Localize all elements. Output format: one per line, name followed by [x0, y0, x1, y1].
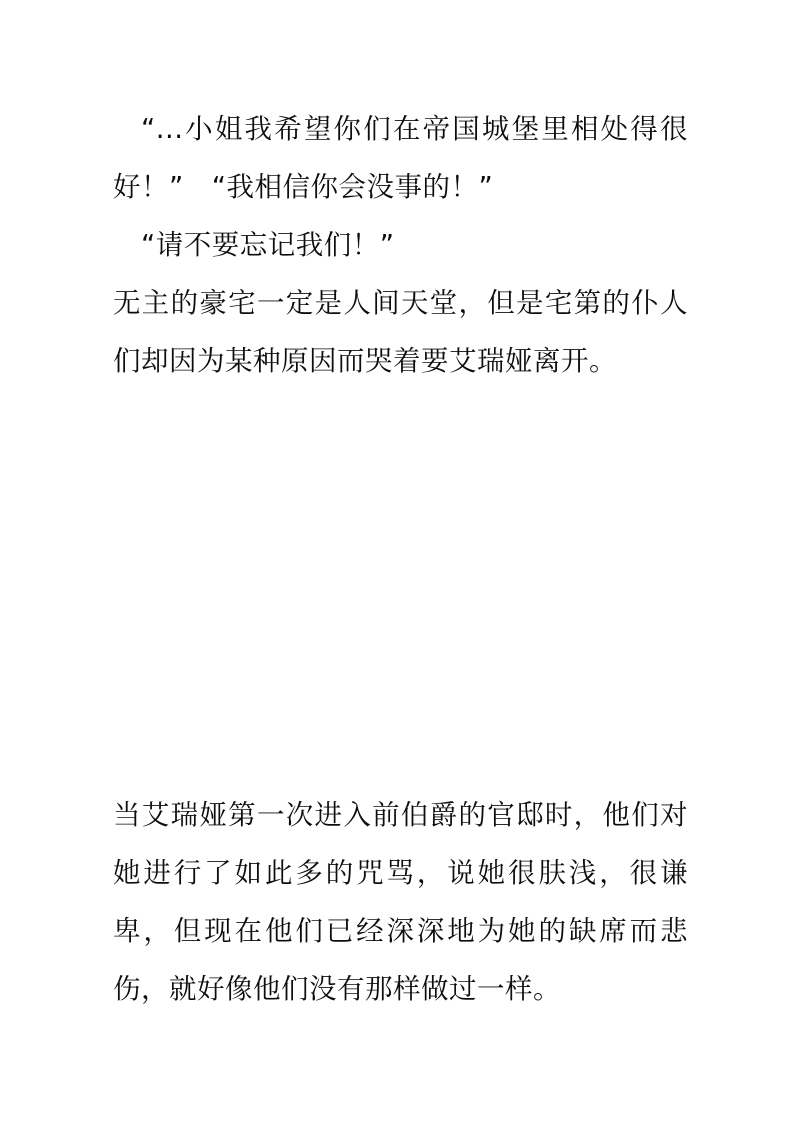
paragraph-quote-farewell: “...小姐我希望你们在帝国城堡里相处得很好！” “我相信你会没事的！” — [113, 113, 688, 203]
paragraph-quote-remember: “请不要忘记我们！” — [141, 229, 395, 261]
text-block-lower — [113, 786, 716, 1018]
paragraph-count-mansion-narration: 当艾瑞娅第一次进入前伯爵的官邸时，他们对她进行了如此多的咒骂，说她很肤浅，很谦 卑，但现在他们已经深深地为她的缺席而悲伤，就好像他们没有那样做过一样。 — [113, 799, 716, 1005]
paragraph-mansion-narration: 无主的豪宅一定是人间天堂，但是宅第的仆人们却因为某种原因而哭着要艾瑞娅离开。 — [113, 287, 688, 377]
text-block-upper — [113, 100, 688, 390]
